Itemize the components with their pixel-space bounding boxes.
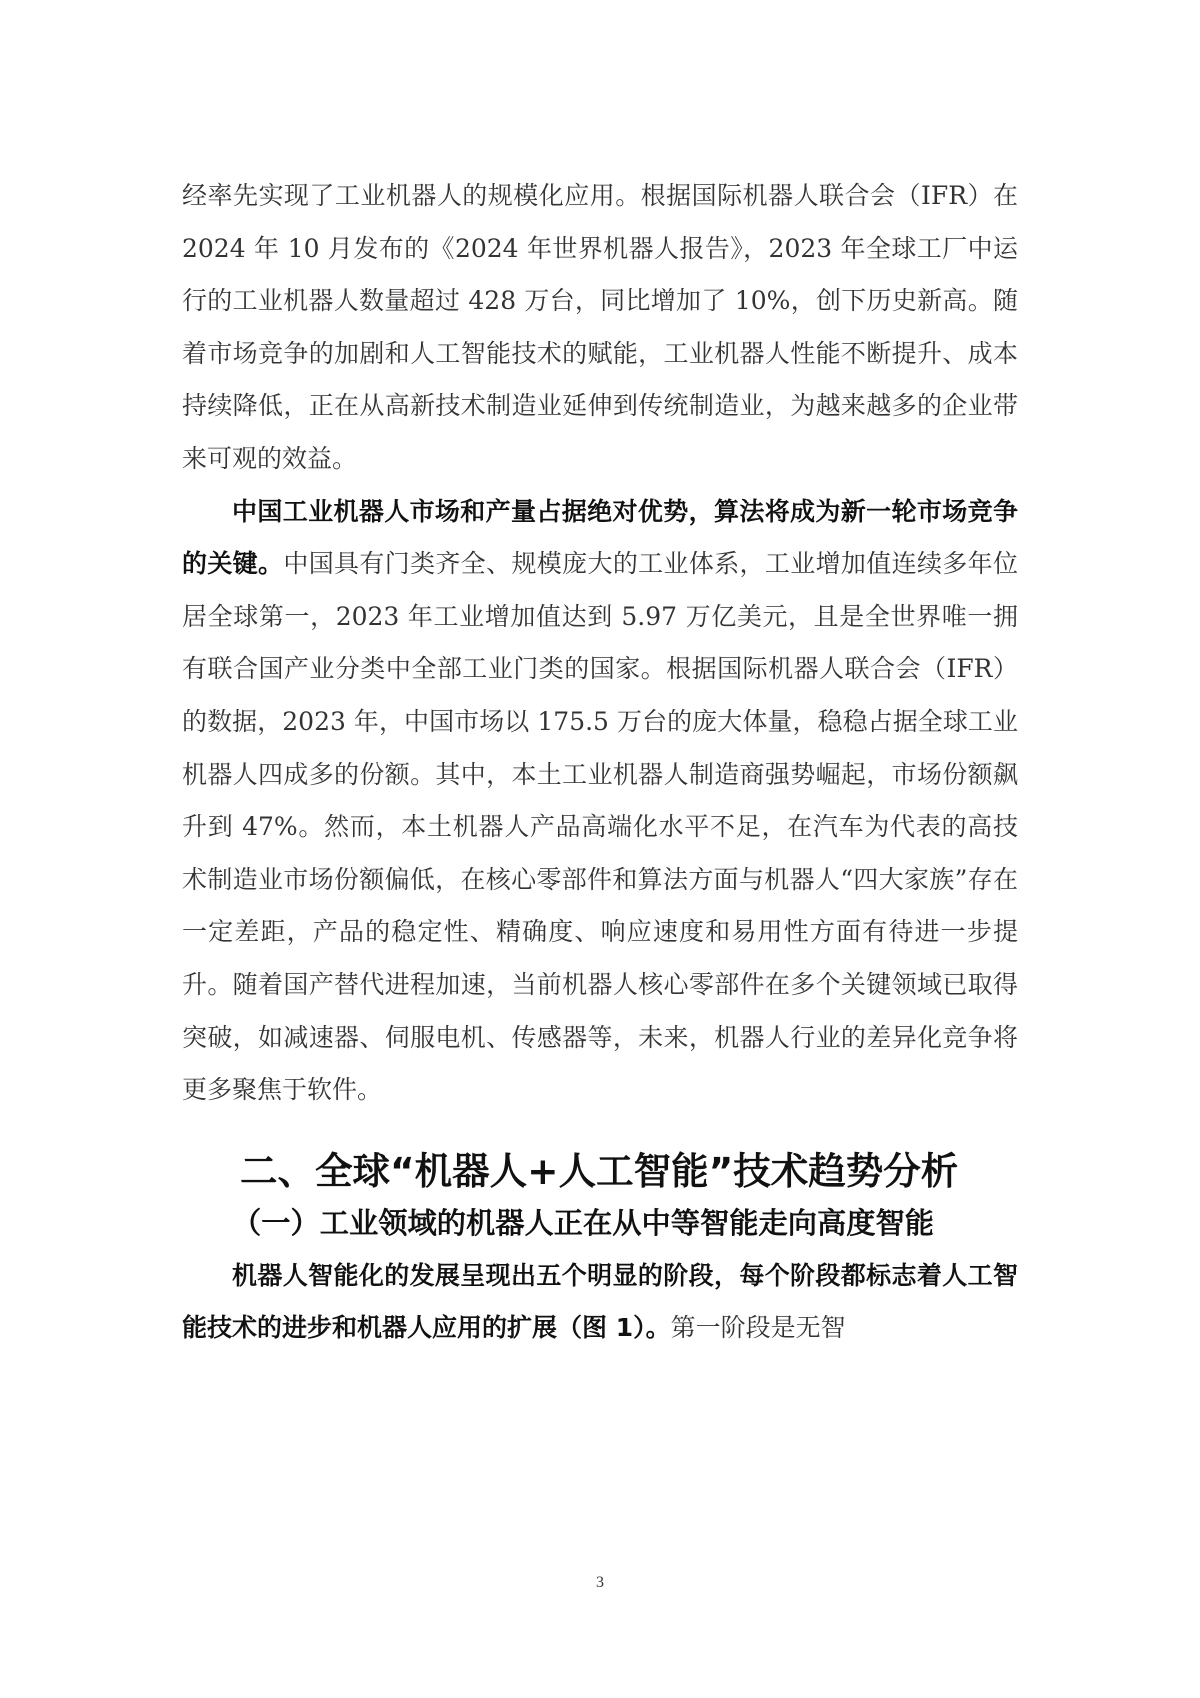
paragraph-body: 第一阶段是无智	[670, 1313, 846, 1343]
paragraph-lead-bold: 机器人智能化的发展呈现出五个明显的阶段，每个阶段都标志着人工智能技术的进步和机器人应用的扩展（图 1）。	[182, 1260, 1018, 1343]
paragraph-lead-bold: 中国工业机器人市场和产量占据绝对优势，算法将成为新一轮市场竞争的关键。	[182, 496, 1018, 579]
paragraph-five-stages	[182, 1250, 1018, 1355]
document-body	[182, 170, 1018, 1355]
section-heading: 二、全球“机器人+人工智能”技术趋势分析	[240, 1148, 959, 1193]
paragraph-china-market	[182, 486, 1018, 1117]
subsection-heading: （一）工业领域的机器人正在从中等智能走向高度智能	[232, 1206, 934, 1241]
paragraph-ifr-report: 经率先实现了工业机器人的规模化应用。根据国际机器人联合会（IFR）在 2024 年 10 月发布的《2024 年世界机器人报告》，2023 年全球工厂中运行的工业机器人数量超过 428 万台，同比增加了 10%，创下历史新高。随着市场竞争的加剧和人工智能技术的赋能，工业机器人性能不断提升、成本持续降低，正在从高新技术制造业延伸到传统制造业，为越来越多的企业带来可观的效益。	[182, 181, 1018, 473]
page-number: 3	[596, 1574, 604, 1591]
paragraph-body: 中国具有门类齐全、规模庞大的工业体系，工业增加值连续多年位居全球第一，2023 年工业增加值达到 5.97 万亿美元，且是全世界唯一拥有联合国产业分类中全部工业门类的国家。根据国际机器人联合会（IFR）的数据，2023 年，中国市场以 175.5 万台的庞大体量，稳稳占据全球工业机器人四成多的份额。其中，本土工业机器人制造商强势崛起，市场份额飙升到 47%。然而，本土机器人产品高端化水平不足，在汽车为代表的高技术制造业市场份额偏低，在核心零部件和算法方面与机器人“四大家族”存在一定差距，产品的稳定性、精确度、响应速度和易用性方面有待进一步提升。随着国产替代进程加速，当前机器人核心零部件在多个关键领域已取得突破，如减速器、伺服电机、传感器等，未来，机器人行业的差异化竞争将更多聚焦于软件。	[182, 549, 1018, 1105]
